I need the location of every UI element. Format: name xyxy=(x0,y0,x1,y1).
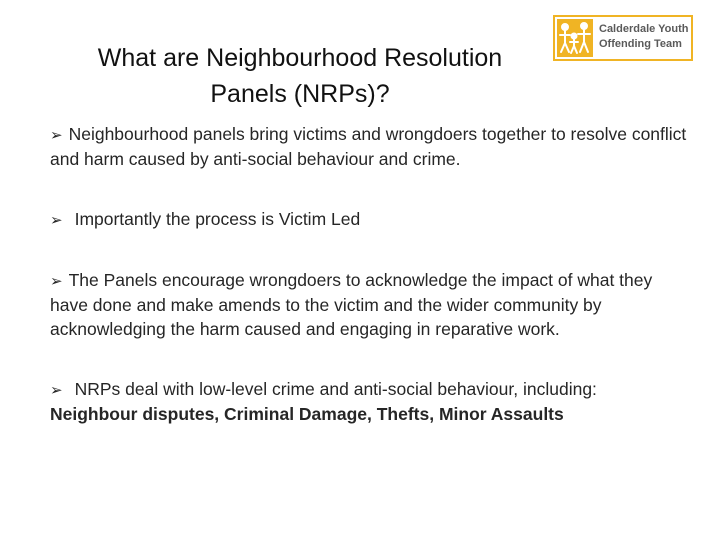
bullet-item xyxy=(50,377,690,426)
bullet-item xyxy=(50,207,690,232)
bullet-text: NRPs deal with low-level crime and anti-social behaviour, including: xyxy=(74,379,597,399)
title-line-1: What are Neighbourhood Resolution xyxy=(97,44,503,72)
logo-line-2: Offending Team xyxy=(599,38,682,50)
arrow-bullet-icon: ➢ xyxy=(50,272,63,290)
logo-line-1: Calderdale Youth xyxy=(599,23,689,35)
arrow-bullet-icon: ➢ xyxy=(50,126,63,144)
arrow-bullet-icon: ➢ xyxy=(50,381,63,399)
logo-wordmark xyxy=(599,22,691,52)
family-figures-icon xyxy=(557,19,593,57)
bullet-item xyxy=(50,268,690,341)
arrow-bullet-icon: ➢ xyxy=(50,211,63,229)
slide-title xyxy=(40,40,560,112)
bullet-text: Neighbourhood panels bring victims and wrongdoers together to resolve conflict and harm caused by anti-social behaviour and crime. xyxy=(50,124,687,169)
bullet-item xyxy=(50,122,690,171)
bullet-text: Importantly the process is Victim Led xyxy=(74,209,361,229)
title-line-2: Panels (NRPs)? xyxy=(210,80,390,108)
offence-types: Neighbour disputes, Criminal Damage, Thefts, Minor Assaults xyxy=(50,404,564,424)
bullet-text: The Panels encourage wrongdoers to acknowledge the impact of what they have done and make amends to the victim and the wider community by acknowledging the harm caused and engaging in reparative work. xyxy=(50,270,653,339)
bullet-list xyxy=(50,122,690,426)
calderdale-yot-logo xyxy=(553,15,693,61)
